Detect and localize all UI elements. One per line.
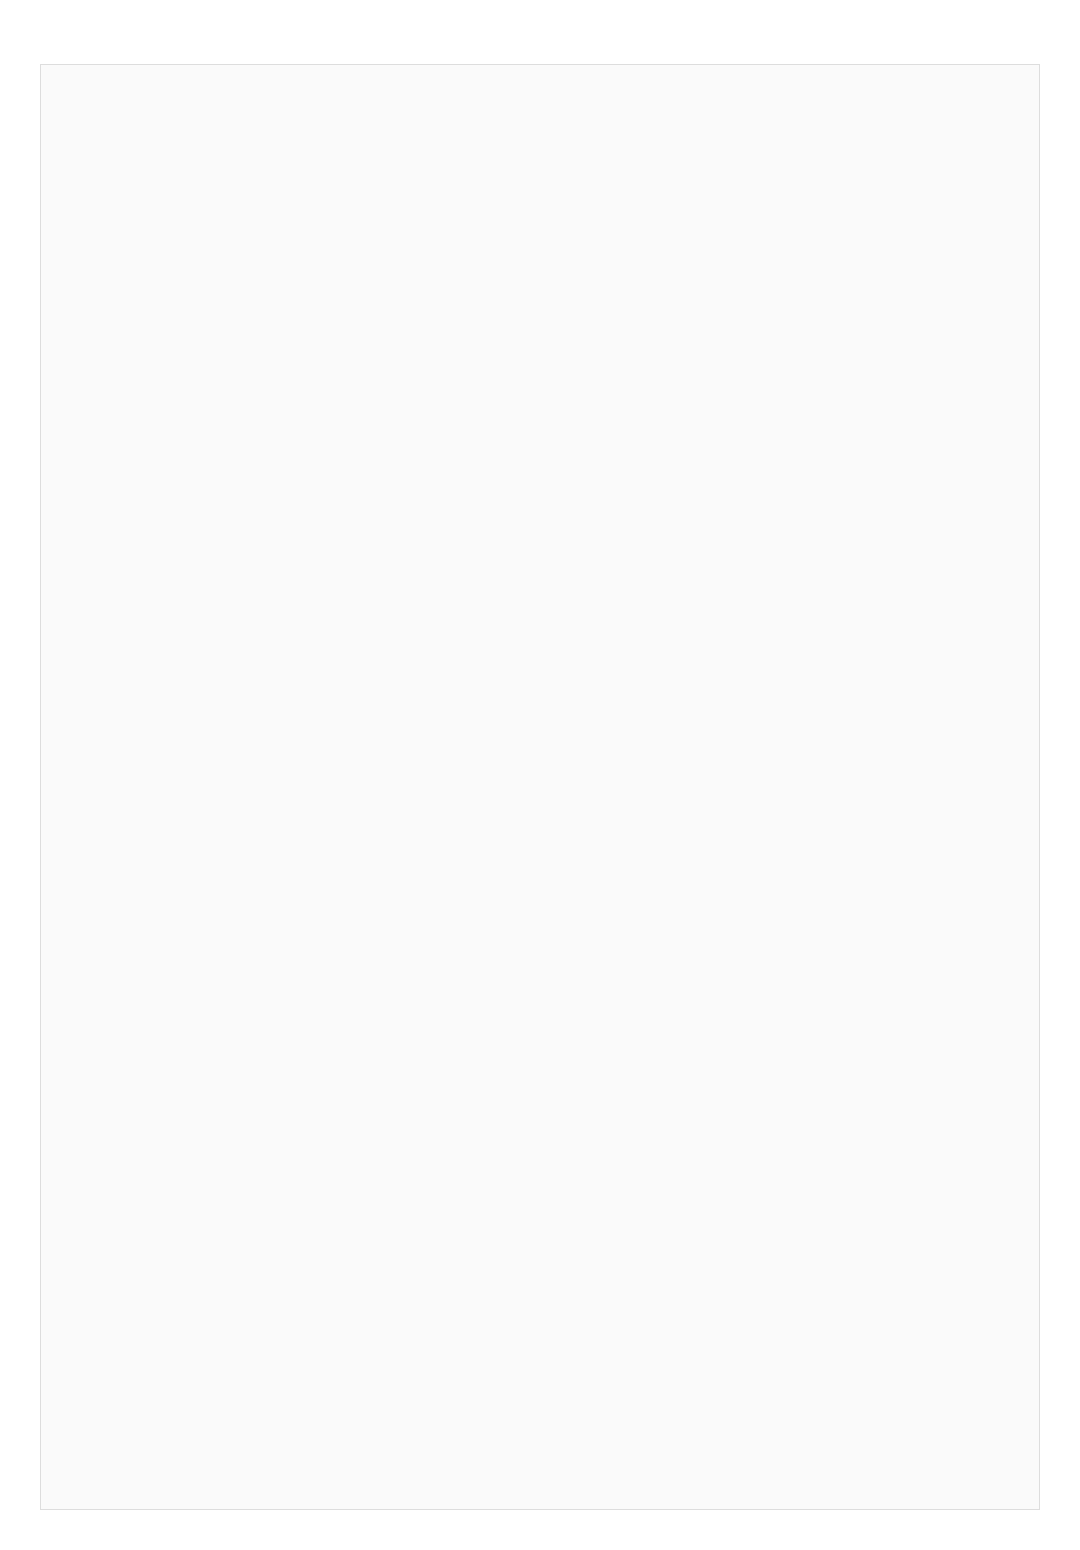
content-area [40, 64, 1040, 1510]
